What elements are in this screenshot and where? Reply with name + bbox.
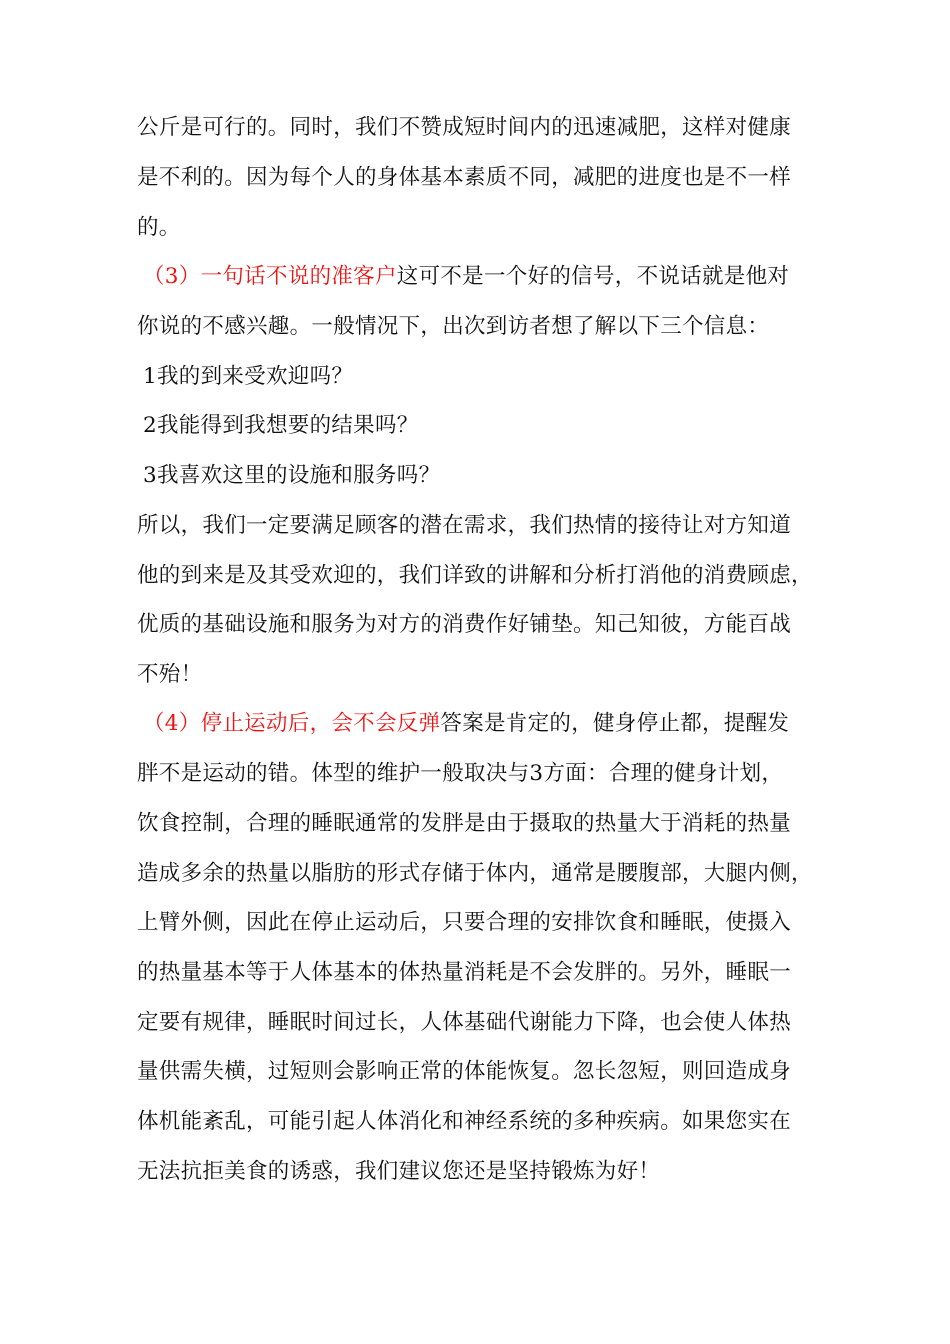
paragraph-line: 胖不是运动的错。体型的维护一般取决与3方面：合理的健身计划，: [137, 761, 784, 786]
section-3-text: 这可不是一个好的信号，不说话就是他对: [396, 264, 790, 289]
paragraph-line: 不殆！: [137, 662, 203, 687]
section-4-text: 答案是肯定的，健身停止都，提醒发: [440, 711, 790, 736]
paragraph-line: 上臂外侧，因此在停止运动后，只要合理的安排饮食和睡眠，使摄入: [137, 910, 792, 935]
section-3-first-line: [143, 262, 843, 292]
paragraph-line: 无法抗拒美食的诱惑，我们建议您还是坚持锻炼为好！: [137, 1159, 661, 1184]
section-3-heading: （3）一句话不说的准客户: [143, 264, 397, 289]
paragraph-line: 是不利的。因为每个人的身体基本素质不同，减肥的进度也是不一样: [137, 165, 792, 190]
paragraph-line: 所以，我们一定要满足顾客的潜在需求，我们热情的接待让对方知道: [137, 513, 792, 538]
paragraph-line: 体机能紊乱，可能引起人体消化和神经系统的多种疾病。如果您实在: [137, 1109, 792, 1134]
paragraph-line: 公斤是可行的。同时，我们不赞成短时间内的迅速减肥，这样对健康: [137, 115, 792, 140]
paragraph-line: 的。: [137, 215, 181, 240]
paragraph-line: 造成多余的热量以脂肪的形式存储于体内，通常是腰腹部，大腿内侧，: [137, 861, 813, 886]
section-4-first-line: [143, 709, 843, 739]
paragraph-line: 量供需失横，过短则会影响正常的体能恢复。忽长忽短，则回造成身: [137, 1059, 792, 1084]
paragraph-line: 优质的基础设施和服务为对方的消费作好铺垫。知己知彼，方能百战: [137, 612, 792, 637]
paragraph-line: 你说的不感兴趣。一般情况下，出次到访者想了解以下三个信息：: [137, 314, 770, 339]
list-item: 3我喜欢这里的设施和服务吗？: [143, 463, 441, 488]
section-4-heading: （4）停止运动后，会不会反弹: [143, 711, 441, 736]
list-item: 2我能得到我想要的结果吗？: [143, 413, 419, 438]
paragraph-line: 定要有规律，睡眠时间过长，人体基础代谢能力下降，也会使人体热: [137, 1010, 792, 1035]
paragraph-line: 饮食控制，合理的睡眠通常的发胖是由于摄取的热量大于消耗的热量: [137, 811, 792, 836]
paragraph-line: 的热量基本等于人体基本的体热量消耗是不会发胖的。另外，睡眠一: [137, 960, 792, 985]
paragraph-line: 他的到来是及其受欢迎的，我们详致的讲解和分析打消他的消费顾虑，: [137, 563, 813, 588]
list-item: 1我的到来受欢迎吗？: [143, 364, 354, 389]
